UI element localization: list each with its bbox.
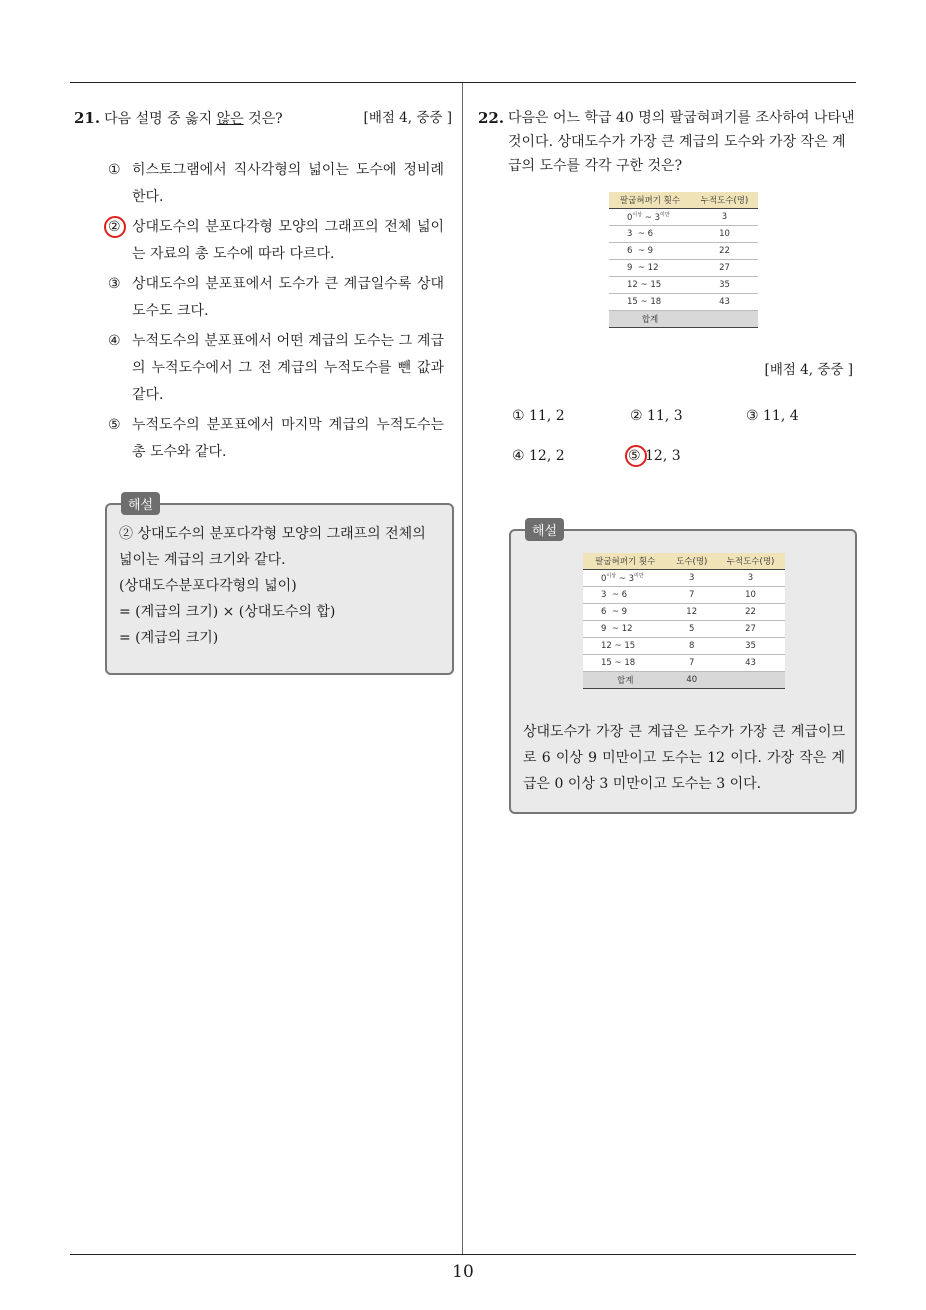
class-interval: 3 ~ 6 — [609, 226, 691, 243]
table-header: 누적도수(명) — [691, 192, 758, 209]
cumulative-frequency: 10 — [716, 587, 785, 604]
cumulative-frequency: 3 — [691, 209, 758, 226]
total-label: 합계 — [583, 672, 667, 689]
question-21 — [74, 106, 452, 469]
frequency: 5 — [667, 621, 716, 638]
solution-table — [583, 553, 785, 689]
frequency: 8 — [667, 638, 716, 655]
table-header: 누적도수(명) — [716, 553, 785, 570]
question-22-number: 22. — [478, 109, 505, 127]
class-interval: 12 ~ 15 — [583, 638, 667, 655]
frequency: 3 — [667, 570, 716, 587]
cumulative-frequency: 3 — [716, 570, 785, 587]
cumulative-frequency: 43 — [691, 294, 758, 311]
choice-5-number: ⑤ — [108, 417, 121, 433]
cumulative-frequency: 35 — [691, 277, 758, 294]
option-2[interactable]: ② 11, 3 — [630, 408, 683, 424]
class-interval: 6 ~ 9 — [609, 243, 691, 260]
choice-3-number: ③ — [108, 276, 121, 292]
class-interval: 12 ~ 15 — [609, 277, 691, 294]
total-label: 합계 — [609, 311, 691, 328]
table-row — [609, 277, 758, 294]
cumulative-frequency: 22 — [691, 243, 758, 260]
question-22-solution-text: 상대도수가 가장 큰 계급은 도수가 가장 큰 계급이므로 6 이상 9 미만이고 도수는 12 이다. 가장 작은 계급은 0 이상 3 미만이고 도수는 3 이다. — [523, 724, 845, 792]
class-interval: $0^{이상}$ ~ $3^{미만}$ — [583, 570, 667, 587]
table-row — [583, 587, 785, 604]
choice-3-text: 상대도수의 분포표에서 도수가 큰 계급일수록 상대도수도 크다. — [132, 276, 444, 319]
class-interval: 3 ~ 6 — [583, 587, 667, 604]
question-22 — [478, 106, 858, 178]
class-interval: 9 ~ 12 — [609, 260, 691, 277]
solution-line: = (계급의 크기) × (상대도수의 합) — [119, 604, 336, 620]
option-4[interactable]: ④ 12, 2 — [512, 448, 565, 464]
cumulative-frequency: 35 — [716, 638, 785, 655]
table-row — [609, 209, 758, 226]
answer-circle-mark — [625, 445, 647, 467]
table-row — [609, 294, 758, 311]
solution-line: (상대도수분포다각형의 넓이) — [119, 578, 297, 594]
solution-line: ② 상대도수의 분포다각형 모양의 그래프의 전체의 넓이는 계급의 크기와 같다. — [119, 526, 426, 568]
bottom-rule — [70, 1254, 856, 1255]
table-row — [609, 226, 758, 243]
frequency: 7 — [667, 655, 716, 672]
choice-2-number: ② — [108, 219, 121, 235]
solution-tab: 해설 — [525, 518, 564, 541]
table-header: 도수(명) — [667, 553, 716, 570]
table-header-row — [583, 553, 785, 570]
total-value — [691, 311, 758, 328]
question-22-solution-box — [509, 524, 857, 814]
top-rule — [70, 82, 856, 83]
table-row — [583, 570, 785, 587]
option-5[interactable]: ⑤ 12, 3 — [628, 448, 681, 464]
question-21-meta: [배점 4, 중중 ] — [363, 110, 452, 126]
question-21-choices — [74, 157, 452, 466]
choice-3[interactable] — [108, 271, 444, 325]
choice-2[interactable] — [108, 214, 444, 268]
total-value: 40 — [667, 672, 716, 689]
table-row — [609, 243, 758, 260]
page-number: 10 — [452, 1262, 474, 1282]
option-1[interactable]: ① 11, 2 — [512, 408, 565, 424]
cumulative-frequency: 43 — [716, 655, 785, 672]
cumulative-frequency: 22 — [716, 604, 785, 621]
question-22-stem — [478, 106, 858, 178]
choice-2-text: 상대도수의 분포다각형 모양의 그래프의 전체 넓이는 자료의 총 도수에 따라 다르다. — [132, 219, 444, 262]
choice-1-text: 히스토그램에서 직사각형의 넓이는 도수에 정비례한다. — [132, 162, 444, 205]
table-row — [583, 621, 785, 638]
question-22-meta: [배점 4, 중중 ] — [764, 362, 853, 378]
choice-5[interactable] — [108, 412, 444, 466]
table-header: 팔굽혀펴기 횟수 — [583, 553, 667, 570]
choice-1[interactable] — [108, 157, 444, 211]
cumulative-frequency: 10 — [691, 226, 758, 243]
cumulative-frequency: 27 — [691, 260, 758, 277]
table-row — [583, 604, 785, 621]
class-interval: $0^{이상}$ ~ $3^{미만}$ — [609, 209, 691, 226]
frequency: 12 — [667, 604, 716, 621]
choice-5-text: 누적도수의 분포표에서 마지막 계급의 누적도수는 총 도수와 같다. — [132, 417, 444, 460]
question-22-text: 다음은 어느 학급 40 명의 팔굽혀펴기를 조사하여 나타낸 것이다. 상대도수가 가장 큰 계급의 도수와 가장 작은 계급의 도수를 각각 구한 것은? — [508, 110, 855, 174]
question-21-solution-box — [105, 498, 454, 675]
table-total-row — [583, 672, 785, 689]
table-header-row — [609, 192, 758, 209]
class-interval: 9 ~ 12 — [583, 621, 667, 638]
class-interval: 15 ~ 18 — [609, 294, 691, 311]
question-21-solution-text — [107, 505, 452, 659]
question-21-text-after: 것은? — [243, 111, 283, 127]
table-total-row — [609, 311, 758, 328]
class-interval: 15 ~ 18 — [583, 655, 667, 672]
question-21-stem — [74, 106, 452, 131]
solution-line: = (계급의 크기) — [119, 630, 219, 646]
choice-4-number: ④ — [108, 333, 121, 349]
table-row — [583, 638, 785, 655]
column-divider — [462, 83, 463, 1254]
choice-1-number: ① — [108, 162, 121, 178]
choice-4[interactable] — [108, 328, 444, 409]
option-3[interactable]: ③ 11, 4 — [746, 408, 799, 424]
question-21-underlined-word: 않은 — [216, 111, 244, 127]
question-21-number: 21. — [74, 109, 101, 127]
question-22-table — [609, 192, 758, 328]
class-interval: 6 ~ 9 — [583, 604, 667, 621]
table-header: 팔굽혀펴기 횟수 — [609, 192, 691, 209]
solution-tab: 해설 — [121, 492, 160, 515]
cumulative-frequency: 27 — [716, 621, 785, 638]
choice-4-text: 누적도수의 분포표에서 어떤 계급의 도수는 그 계급의 누적도수에서 그 전 계급의 누적도수를 뺀 값과 같다. — [132, 333, 444, 403]
question-22-options — [512, 408, 852, 468]
frequency: 7 — [667, 587, 716, 604]
table-row — [583, 655, 785, 672]
table-row — [609, 260, 758, 277]
question-21-text-before: 다음 설명 중 옳지 — [104, 111, 217, 127]
